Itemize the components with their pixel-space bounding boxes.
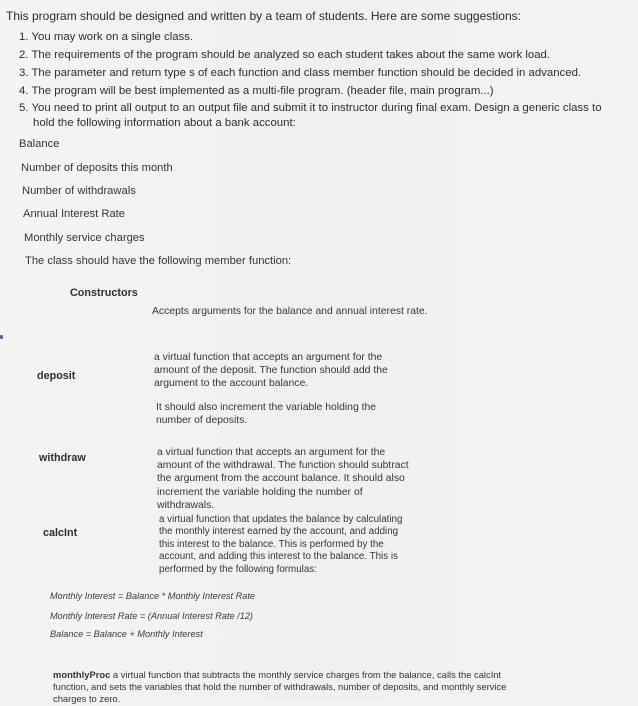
suggestion-2: 2. The requirements of the program should be analyzed so each student takes about the same work load. <box>19 49 551 61</box>
function-name-withdraw: withdraw <box>39 452 86 464</box>
attribute-interest-rate: Annual Interest Rate <box>23 208 125 220</box>
suggestion-5: 5. You need to print all output to an output file and submit it to instructor during final exam. Design a generic class to <box>19 102 602 114</box>
function-desc-monthlyproc <box>53 669 531 706</box>
function-name-calcint: calcInt <box>43 527 78 539</box>
formula-monthly-interest-rate: Monthly Interest Rate = (Annual Interest Rate /12) <box>50 611 253 621</box>
intro-text: This program should be designed and written by a team of students. Here are some suggestions: <box>6 9 521 23</box>
attribute-deposits: Number of deposits this month <box>21 162 173 174</box>
function-desc-deposit: a virtual function that accepts an argument for the amount of the deposit. The function should add the argument to the account balance. <box>154 352 388 390</box>
suggestion-5-continued: hold the following information about a bank account: <box>33 117 296 129</box>
function-name-monthlyproc: monthlyProc <box>53 669 111 680</box>
attribute-balance: Balance <box>19 138 60 150</box>
suggestion-1: 1. You may work on a single class. <box>19 31 194 43</box>
monthlyproc-text: a virtual function that subtracts the monthly service charges from the balance, calls the calcInt function, and sets the variables that hold the number of withdrawals, number of deposits, and monthly service charges to zero. <box>53 669 507 705</box>
suggestion-4: 4. The program will be best implemented as a multi-file program. (header file, main program...) <box>19 85 494 97</box>
formula-monthly-interest: Monthly Interest = Balance * Monthly Interest Rate <box>50 591 256 601</box>
function-desc-deposit-extra: It should also increment the variable holding the number of deposits. <box>156 402 377 427</box>
left-edge-mark <box>0 335 3 339</box>
function-name-constructors: Constructors <box>70 287 138 299</box>
function-desc-calcint: a virtual function that updates the balance by calculating the monthly interest earned by the account, and adding this interest to the balance. This is performed by the account, and adding this interest to the balance. This is performed by the following formulas: <box>159 514 403 575</box>
attribute-service-charges: Monthly service charges <box>24 232 145 244</box>
formula-balance: Balance = Balance + Monthly Interest <box>50 629 203 639</box>
attribute-withdrawals: Number of withdrawals <box>22 185 136 197</box>
member-function-intro: The class should have the following member function: <box>25 255 292 267</box>
function-name-deposit: deposit <box>37 370 76 382</box>
suggestion-3: 3. The parameter and return type s of each function and class member function should be decided in advanced. <box>19 67 582 79</box>
function-desc-constructors: Accepts arguments for the balance and annual interest rate. <box>152 306 428 317</box>
function-desc-withdraw: a virtual function that accepts an argument for the amount of the withdrawal. The function should subtract the argument from the account balance. It should also increment the variable holding the number of withdrawals. <box>157 447 409 511</box>
